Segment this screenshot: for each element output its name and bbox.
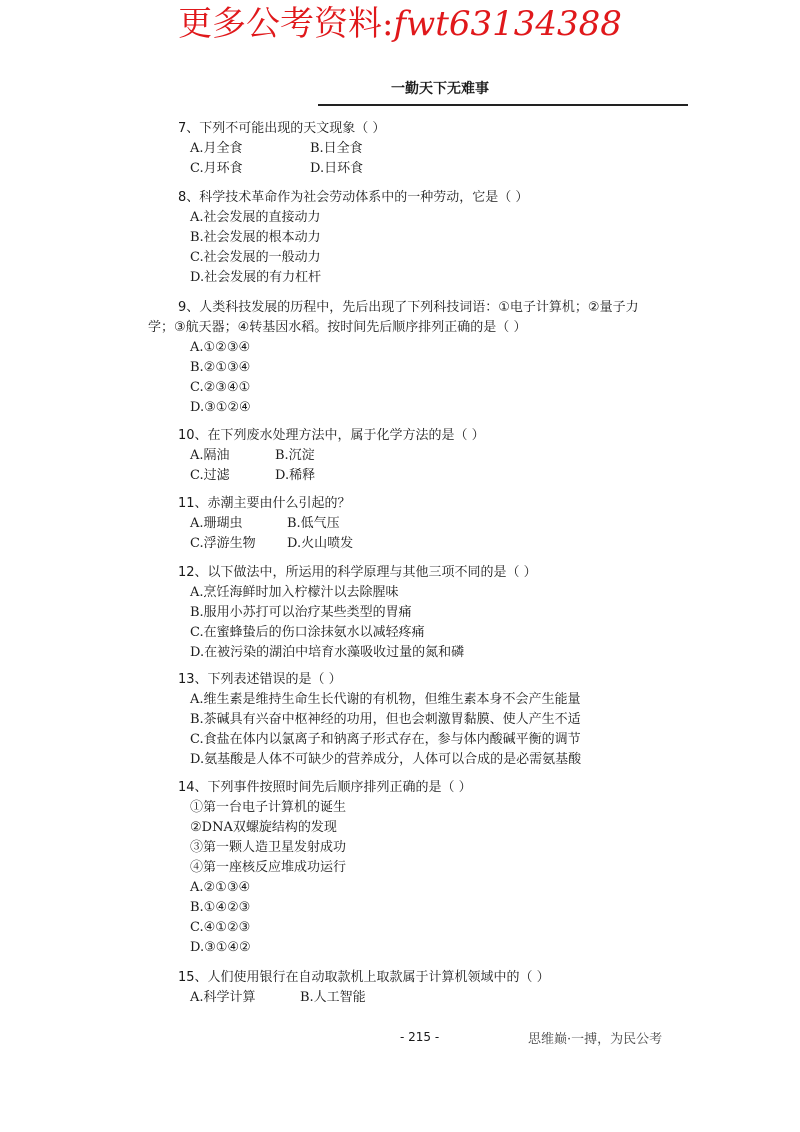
page-number: - 215 - bbox=[400, 1030, 440, 1044]
option-a: A.烹饪海鲜时加入柠檬汁以去除腥味 bbox=[190, 585, 399, 600]
question-stem: 11、赤潮主要由什么引起的？ bbox=[178, 496, 351, 511]
option-b: B.社会发展的根本动力 bbox=[190, 230, 321, 245]
option-d: D.③①②④ bbox=[190, 400, 251, 415]
option-d: D.③①④② bbox=[190, 940, 251, 955]
option-c: C.浮游生物 bbox=[190, 536, 256, 551]
event-item-4: ④第一座核反应堆成功运行 bbox=[190, 860, 347, 875]
question-stem: 8、科学技术革命作为社会劳动体系中的一种劳动，它是（ ） bbox=[178, 190, 529, 205]
option-d: D.稀释 bbox=[275, 468, 316, 483]
option-a: A.维生素是维持生命生长代谢的有机物，但维生素本身不会产生能量 bbox=[190, 692, 581, 707]
question-10 bbox=[178, 426, 485, 486]
option-d: D.日环食 bbox=[310, 161, 364, 176]
option-b: B.低气压 bbox=[287, 516, 340, 531]
option-c: C.④①②③ bbox=[190, 920, 251, 935]
option-b: B.①④②③ bbox=[190, 900, 251, 915]
option-b: B.②①③④ bbox=[190, 360, 251, 375]
event-item-2: ②DNA双螺旋结构的发现 bbox=[190, 820, 337, 835]
option-a: A.②①③④ bbox=[190, 880, 251, 895]
option-b: B.日全食 bbox=[310, 141, 363, 156]
question-stem: 15、人们使用银行在自动取款机上取款属于计算机领域中的（ ） bbox=[178, 970, 550, 985]
option-b: B.沉淀 bbox=[275, 448, 315, 463]
option-c: C.社会发展的一般动力 bbox=[190, 250, 321, 265]
question-stem-line2: 学；③航天器；④转基因水稻。按时间先后顺序排列正确的是（ ） bbox=[148, 320, 527, 335]
option-a: A.月全食 bbox=[190, 141, 243, 156]
question-9 bbox=[148, 298, 639, 418]
question-stem: 12、以下做法中，所运用的科学原理与其他三项不同的是（ ） bbox=[178, 565, 537, 580]
footer-slogan: 思维巅·一搏，为民公考 bbox=[528, 1032, 663, 1047]
question-8 bbox=[178, 188, 528, 288]
question-stem: 10、在下列废水处理方法中，属于化学方法的是（ ） bbox=[178, 428, 485, 443]
option-a: A.隔油 bbox=[190, 448, 230, 463]
question-stem: 13、下列表述错误的是（ ） bbox=[178, 672, 342, 687]
option-a: A.①②③④ bbox=[190, 340, 251, 355]
question-13 bbox=[178, 670, 581, 770]
option-c: C.过滤 bbox=[190, 468, 230, 483]
question-stem: 7、下列不可能出现的天文现象（ ） bbox=[178, 121, 386, 136]
option-c: C.月环食 bbox=[190, 161, 243, 176]
question-14 bbox=[178, 778, 472, 958]
option-b: B.人工智能 bbox=[300, 990, 366, 1005]
question-stem: 14、下列事件按照时间先后顺序排列正确的是（ ） bbox=[178, 780, 472, 795]
option-b: B.茶碱具有兴奋中枢神经的功用，但也会刺激胃黏膜、使人产生不适 bbox=[190, 712, 581, 727]
question-11 bbox=[178, 494, 353, 554]
question-7 bbox=[178, 119, 385, 179]
option-a: A.社会发展的直接动力 bbox=[190, 210, 321, 225]
question-12 bbox=[178, 563, 537, 663]
option-d: D.氨基酸是人体不可缺少的营养成分，人体可以合成的是必需氨基酸 bbox=[190, 752, 582, 767]
option-b: B.服用小苏打可以治疗某些类型的胃痛 bbox=[190, 605, 412, 620]
option-c: C.食盐在体内以氯离子和钠离子形式存在，参与体内酸碱平衡的调节 bbox=[190, 732, 581, 747]
option-c: C.在蜜蜂蛰后的伤口涂抹氨水以减轻疼痛 bbox=[190, 625, 425, 640]
option-d: D.在被污染的湖泊中培育水藻吸收过量的氮和磷 bbox=[190, 645, 465, 660]
event-item-1: ①第一台电子计算机的诞生 bbox=[190, 800, 347, 815]
question-15 bbox=[178, 968, 550, 1008]
option-c: C.②③④① bbox=[190, 380, 251, 395]
option-a: A.科学计算 bbox=[190, 990, 256, 1005]
option-d: D.社会发展的有力杠杆 bbox=[190, 270, 322, 285]
option-d: D.火山喷发 bbox=[287, 536, 354, 551]
watermark-banner bbox=[0, 2, 800, 46]
watermark-cn: 更多公考资料: bbox=[178, 4, 394, 44]
event-item-3: ③第一颗人造卫星发射成功 bbox=[190, 840, 347, 855]
option-a: A.珊瑚虫 bbox=[190, 516, 243, 531]
watermark-en: fwt63134388 bbox=[393, 4, 622, 44]
question-stem-line1: 9、人类科技发展的历程中，先后出现了下列科技词语：①电子计算机；②量子力 bbox=[178, 300, 639, 315]
header-rule bbox=[318, 104, 688, 106]
page-header-title: 一勤天下无难事 bbox=[391, 81, 489, 97]
